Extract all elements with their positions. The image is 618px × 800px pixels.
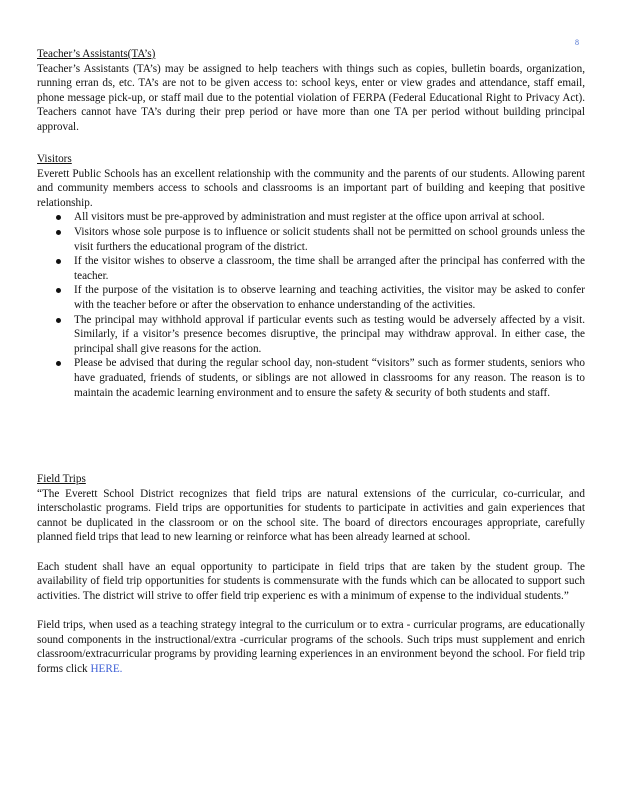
paragraph-teachers-assistants: Teacher’s Assistants (TA’s) may be assigned to help teachers with things such as copies, bulletin boards, organization, running erran ds, etc. TA’s are not to be given access to: school keys, enter or view grades and attendance, staff email, phone message pick-up, or staff mail due to the potential violation of FERPA (Federal Educational Right to Privacy Act). Teachers cannot have TA’s during their prep period or have more than one TA per period without building principal approval. (37, 62, 585, 133)
section-visitors (37, 152, 585, 400)
paragraph-field-trips-3-text: Field trips, when used as a teaching strategy integral to the curriculum or to extra - curricular programs, are educationally sound components in the instructional/extra -curricular programs of the schools. Such trips must supplement and enrich classroom/extracurricular programs by providing learning experiences in an environment beyond the school. For field trip forms click (37, 618, 585, 675)
bullet-icon (56, 230, 61, 235)
list-item (37, 283, 585, 312)
heading-teachers-assistants: Teacher’s Assistants(TA’s) (37, 48, 156, 60)
list-item (37, 313, 585, 357)
list-item (37, 225, 585, 254)
section-field-trips (37, 472, 585, 676)
bullet-icon (56, 215, 61, 220)
list-item (37, 356, 585, 400)
bullet-icon (56, 318, 61, 323)
bullet-icon (56, 288, 61, 293)
bullet-icon (56, 259, 61, 264)
list-item-text: All visitors must be pre-approved by administration and must register at the office upon arrival at school. (74, 211, 545, 224)
heading-field-trips: Field Trips (37, 473, 86, 485)
list-item (37, 210, 585, 225)
paragraph-visitors-intro: Everett Public Schools has an excellent relationship with the community and the parents of our students. Allowing parent and community members access to schools and classrooms is an important part of building and keeping that positive relationship. (37, 167, 585, 209)
list-item-text: The principal may withhold approval if particular events such as testing would be adversely affected by a visit. Similarly, if a visitor’s presence becomes disruptive, the principal may withdraw approval. In either case, the principal shall give reasons for the action. (74, 313, 585, 355)
page-number: 8 (575, 38, 579, 47)
visitors-list (37, 210, 585, 400)
list-item-text: Visitors whose sole purpose is to influence or solicit students shall not be permitted on school grounds unless the visit furthers the educational program of the district. (74, 225, 585, 253)
field-trip-forms-link[interactable]: HERE. (90, 662, 123, 675)
list-item (37, 254, 585, 283)
paragraph-field-trips-1: “The Everett School District recognizes that field trips are natural extensions of the curricular, co-curricular, and interscholastic programs. Field trips are opportunities for students to participate in activities and gain experiences that cannot be duplicated in the classroom or on the school site. The board of directors encourages appropriate, carefully planned field trips that lead to new learning or reinforce what has been already learned at school. (37, 487, 585, 544)
list-item-text: If the visitor wishes to observe a classroom, the time shall be arranged after the principal has conferred with the teacher. (74, 255, 585, 282)
heading-visitors: Visitors (37, 153, 72, 165)
paragraph-field-trips-2: Each student shall have an equal opportunity to participate in field trips that are taken by the student group. The availability of field trip opportunities for students is commensurate with the funds which can be allocated to support such activities. The district will strive to offer field trip experienc es with a minimum of expense to the individual students.” (37, 560, 585, 602)
section-teachers-assistants (37, 47, 585, 135)
paragraph-field-trips-3 (37, 618, 585, 676)
bullet-icon (56, 361, 61, 366)
list-item-text: If the purpose of the visitation is to observe learning and teaching activities, the visitor may be asked to confer with the teacher before or after the observation to enhance understanding of the activities. (74, 284, 585, 311)
list-item-text: Please be advised that during the regular school day, non-student “visitors” such as former students, seniors who have graduated, friends of students, or siblings are not allowed in classrooms for any reason. The reason is to maintain the academic learning environment and to ensure the safety & security of both students and staff. (74, 357, 585, 399)
